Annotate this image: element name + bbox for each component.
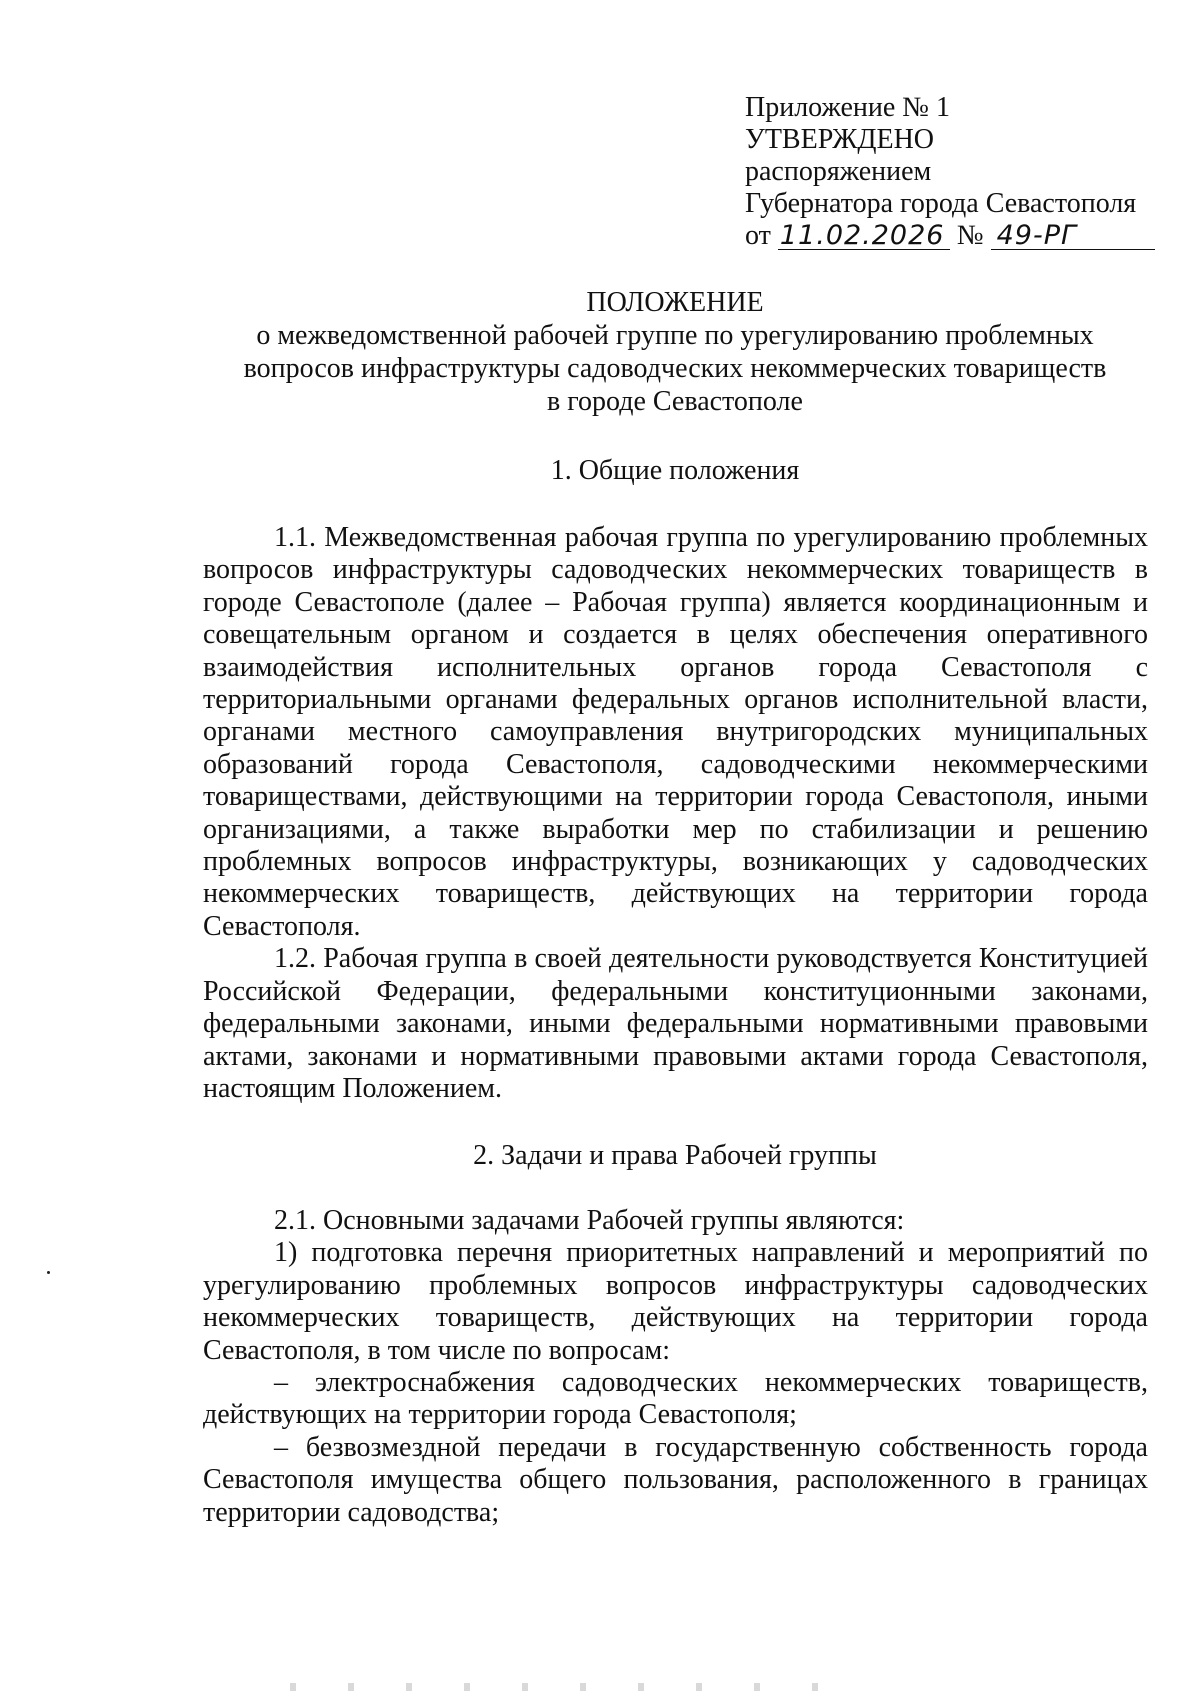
section-title-tasks: 2. Задачи и права Рабочей группы: [473, 1140, 877, 1171]
document-subtitle-line: вопросов инфраструктуры садоводческих некоммерческих товариществ: [243, 353, 1107, 384]
section-title-general: 1. Общие положения: [550, 455, 800, 486]
number-sign: №: [956, 220, 984, 251]
handwritten-date: 11.02.2026: [778, 223, 950, 250]
approval-stamp-block: [745, 92, 1175, 252]
document-title-block: [200, 286, 1150, 418]
appendix-label: Приложение № 1: [745, 92, 950, 123]
document-subtitle-line: в городе Севастополе: [547, 386, 803, 417]
scan-bottom-artifact: [290, 1683, 850, 1691]
paragraph-1-2: 1.2. Рабочая группа в своей деятельности руководствуется Конституцией Российской Федерации, федеральными конституционными законами, федеральными законами, иными федеральными нормативными правовыми актами, законами и нормативными правовыми актами города Севастополя, настоящим Положением.: [203, 943, 1148, 1104]
document-subtitle-line: о межведомственной рабочей группе по урегулированию проблемных: [256, 320, 1094, 351]
governor-label: Губернатора города Севастополя: [745, 188, 1137, 219]
handwritten-number: 49-РГ: [991, 223, 1155, 250]
paragraph-1-1: 1.1. Межведомственная рабочая группа по урегулированию проблемных вопросов инфраструктуры садоводческих некоммерческих товариществ в городе Севастополе (далее – Рабочая группа) является координационным и совещательным органом и создается в целях обеспечения оперативного взаимодействия исполнительных органов города Севастополя с территориальными органами федеральных органов исполнительной власти, органами местного самоуправления внутригородских муниципальных образований города Севастополя, садоводческими некоммерческими товариществами, действующими на территории города Севастополя, иными организациями, а также выработки мер по стабилизации и решению проблемных вопросов инфраструктуры, возникающих у садоводческих некоммерческих товариществ, действующих на территории города Севастополя.: [203, 522, 1148, 942]
scan-speck: [47, 1271, 50, 1274]
list-item-dash: – электроснабжения садоводческих некоммерческих товариществ, действующих на территории города Севастополя;: [203, 1367, 1148, 1431]
order-label: распоряжением: [745, 156, 932, 187]
date-prefix: от: [745, 220, 771, 251]
list-item-1: 1) подготовка перечня приоритетных направлений и мероприятий по урегулированию проблемных вопросов инфраструктуры садоводческих некоммерческих товариществ, действующих на территории города Севастополя, в том числе по вопросам:: [203, 1237, 1148, 1366]
approved-label: УТВЕРЖДЕНО: [745, 124, 935, 155]
section-body-tasks: [203, 1205, 1148, 1529]
document-heading: ПОЛОЖЕНИЕ: [586, 287, 764, 318]
paragraph-2-1: 2.1. Основными задачами Рабочей группы являются:: [274, 1205, 905, 1236]
list-item-dash: – безвозмездной передачи в государственную собственность города Севастополя имущества общего пользования, расположенного в границах территории садоводства;: [203, 1431, 1148, 1528]
section-body-general: [203, 522, 1148, 1105]
date-number-line: [745, 220, 1175, 252]
